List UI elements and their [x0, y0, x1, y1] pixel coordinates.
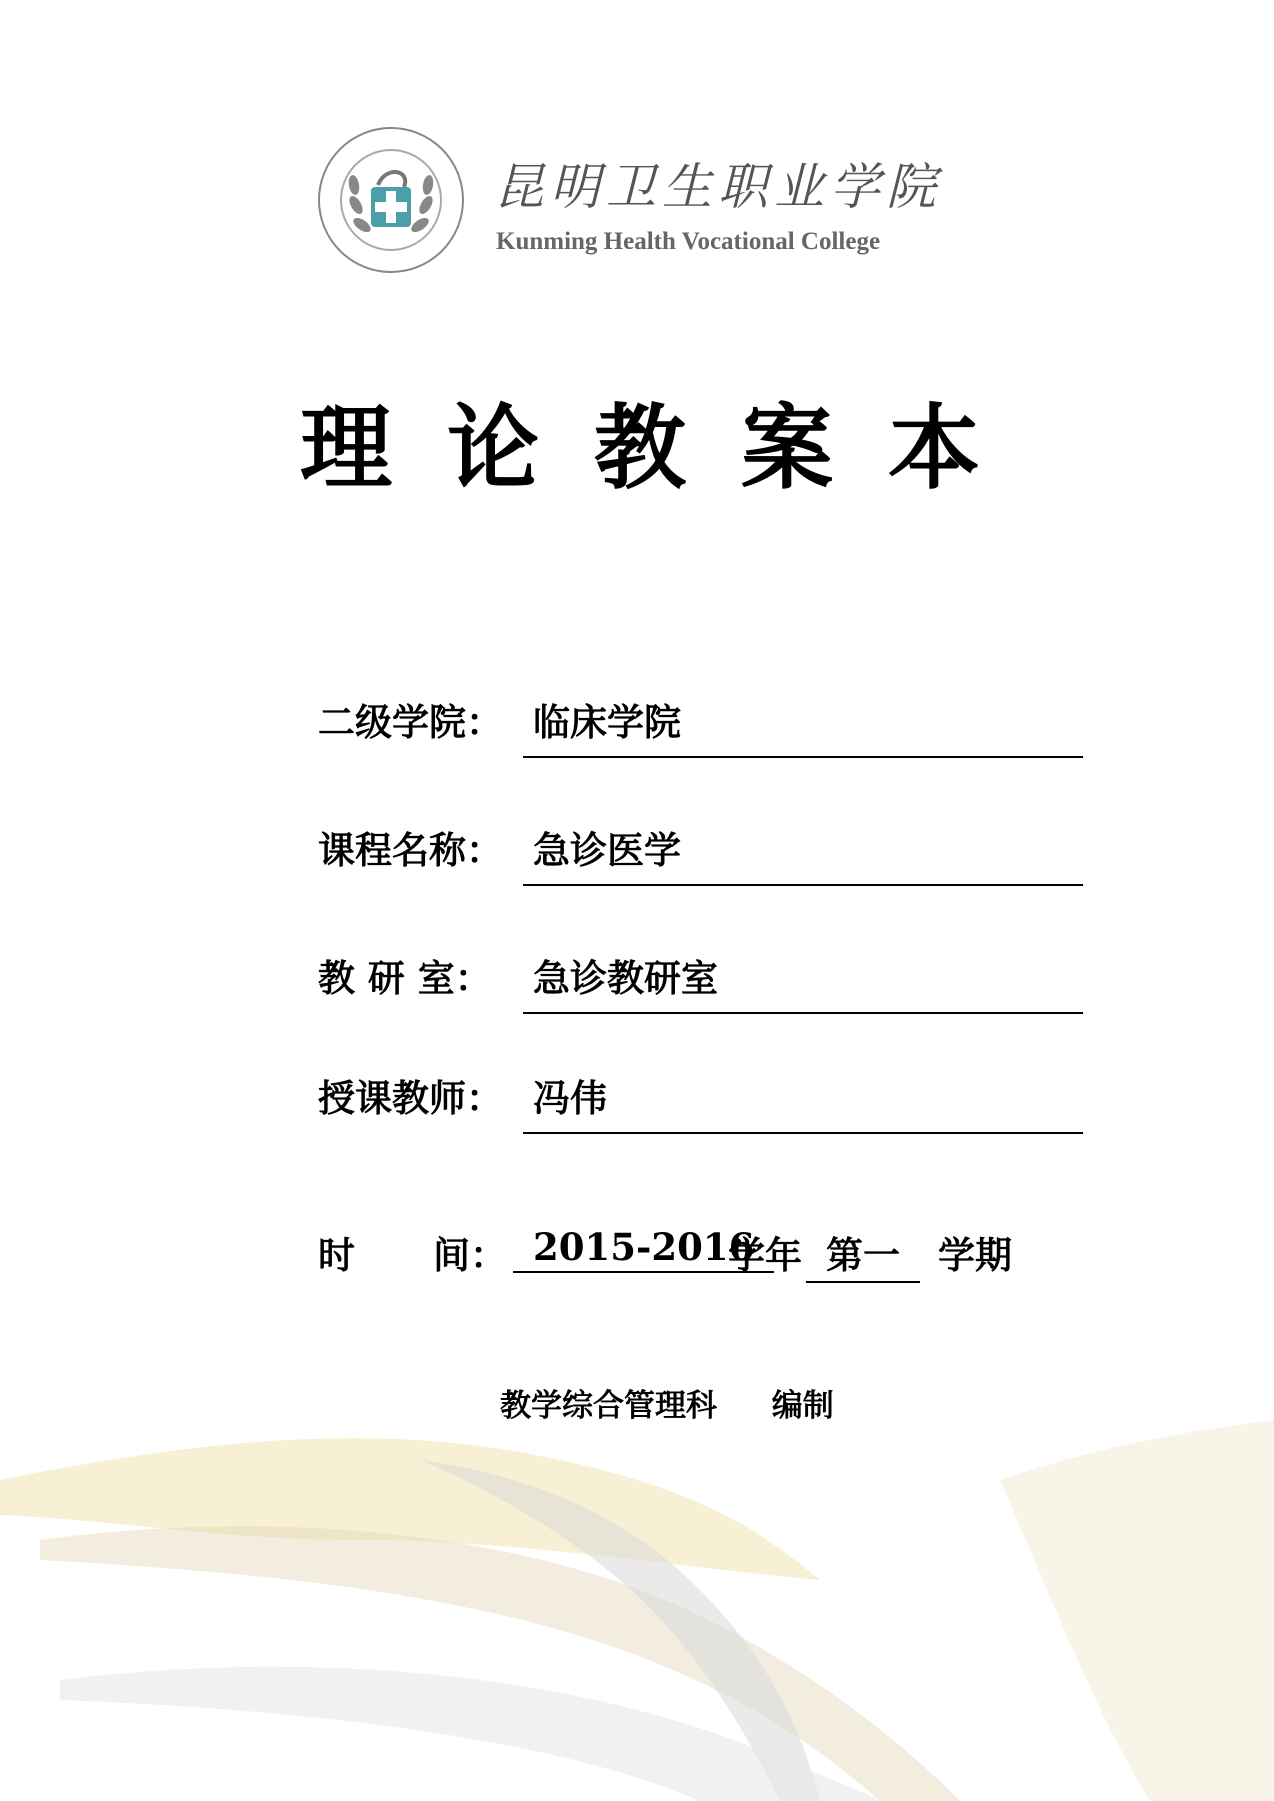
feather-watermark — [0, 1420, 1274, 1801]
field-label: 教 研 室： — [318, 956, 492, 1000]
academic-year: 2015-2016 — [513, 1225, 774, 1273]
college-seal-icon — [316, 125, 466, 275]
college-logo — [316, 125, 956, 275]
field-value: 急诊医学 — [533, 828, 681, 872]
underline — [523, 884, 1083, 886]
college-name-en: Kunming Health Vocational College — [496, 228, 881, 255]
field-label: 授课教师： — [318, 1076, 503, 1120]
field-value: 急诊教研室 — [533, 956, 718, 1000]
underline — [523, 756, 1083, 758]
field-label: 课程名称： — [318, 828, 503, 872]
underline — [523, 1132, 1083, 1134]
title-char: 案 — [740, 394, 833, 502]
title-char: 理 — [300, 394, 393, 502]
time-label-b: 间： — [433, 1233, 507, 1277]
time-label-a: 时 — [318, 1233, 355, 1277]
semester: 第一 — [806, 1225, 920, 1283]
field-course — [318, 818, 1088, 888]
field-value: 临床学院 — [533, 700, 681, 744]
college-name-cn: 昆明卫生职业学院 — [494, 158, 942, 216]
term-suffix: 学期 — [938, 1233, 1012, 1277]
underline — [523, 1012, 1083, 1014]
field-teacher — [318, 1066, 1088, 1136]
field-time — [318, 1225, 1118, 1285]
year-suffix: 学年 — [728, 1233, 802, 1277]
compiled-by — [500, 1380, 878, 1425]
compiled-label: 编制 — [771, 1388, 834, 1424]
department-name: 教学综合管理科 — [500, 1388, 717, 1424]
document-title — [300, 375, 980, 507]
field-college — [318, 690, 1088, 760]
title-char: 本 — [887, 394, 980, 502]
field-value: 冯伟 — [533, 1076, 607, 1120]
title-char: 论 — [446, 394, 539, 502]
title-char: 教 — [593, 394, 686, 502]
field-label: 二级学院： — [318, 700, 503, 744]
field-office — [318, 946, 1088, 1016]
